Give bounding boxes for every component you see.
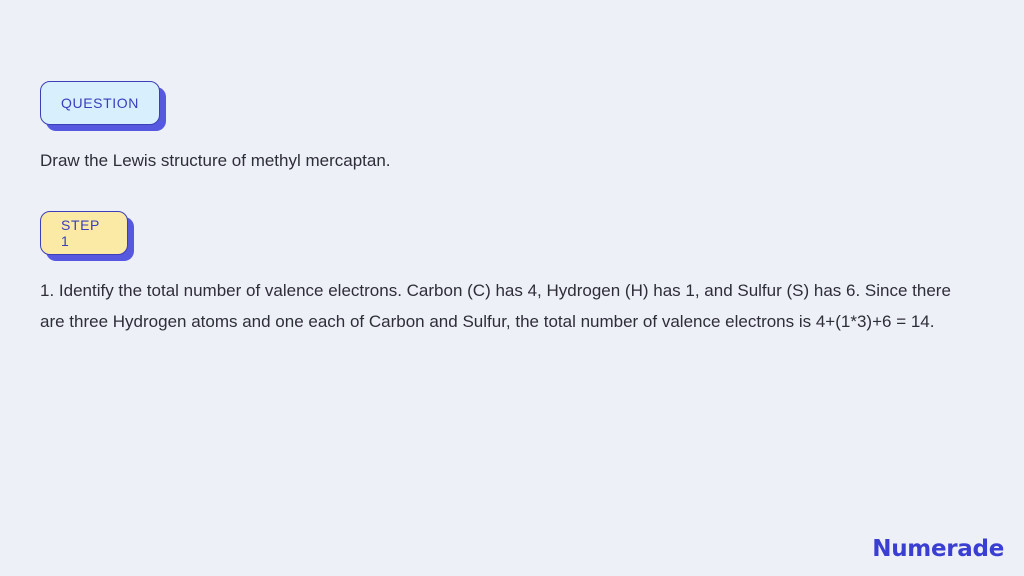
question-badge — [40, 81, 160, 125]
question-badge-container — [40, 81, 160, 125]
numerade-logo: Numerade — [872, 536, 1004, 562]
step-badge-container — [40, 211, 128, 255]
step-text: 1. Identify the total number of valence electrons. Carbon (C) has 4, Hydrogen (H) has 1, and Sulfur (S) has 6. Since there are three Hydrogen atoms and one each of Carbon and Sulfur, the total number of valence electrons is 4+(1*3)+6 = 14. — [40, 281, 951, 331]
step-badge-label: STEP 1 — [61, 217, 100, 249]
question-text: Draw the Lewis structure of methyl mercaptan. — [40, 151, 391, 170]
step-badge — [40, 211, 128, 255]
question-badge-label: QUESTION — [61, 95, 139, 111]
